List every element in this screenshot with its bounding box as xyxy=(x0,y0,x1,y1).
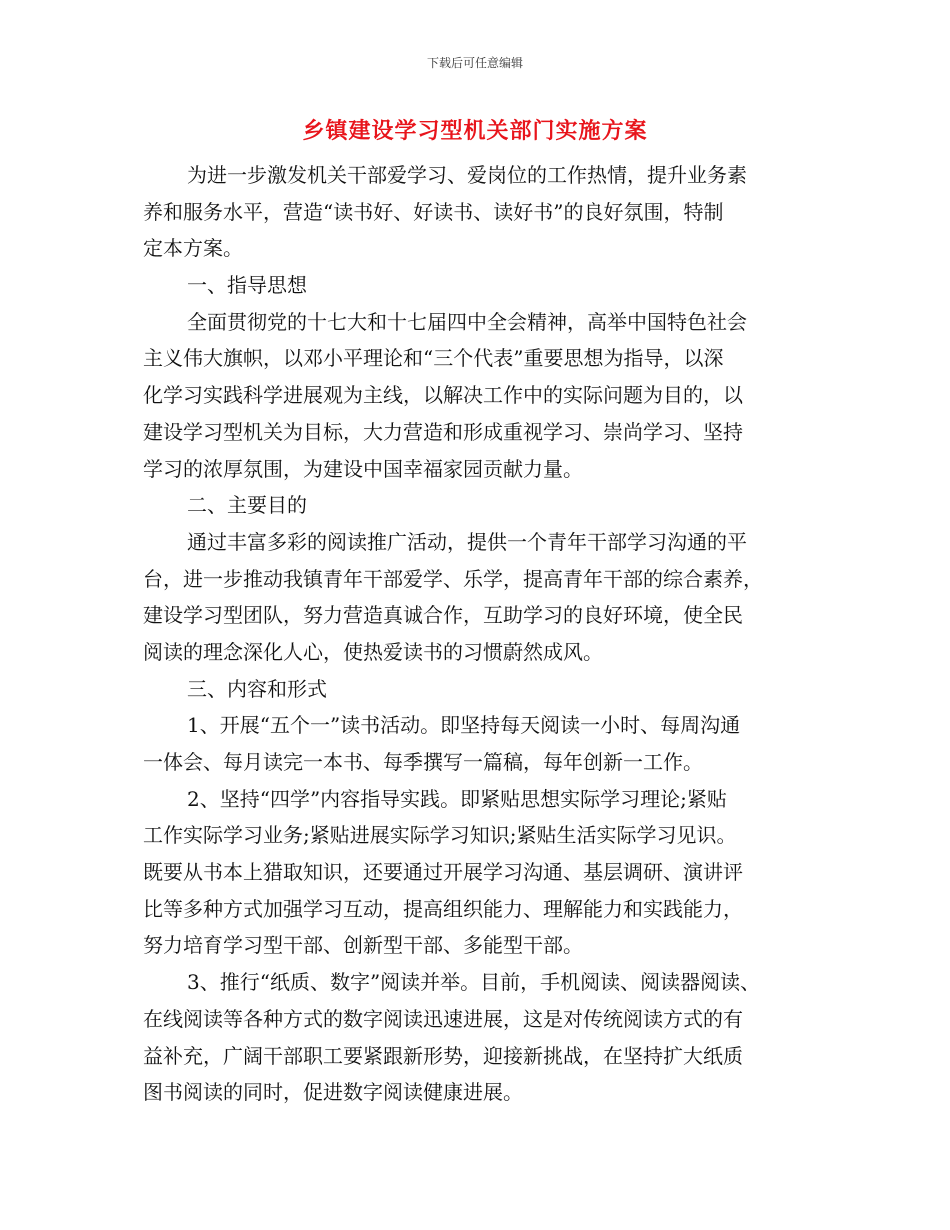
body-line: 工作实际学习业务;紧贴进展实际学习知识;紧贴生活实际学习见识。 xyxy=(143,823,737,848)
body-line: 图书阅读的同时，促进数字阅读健康进展。 xyxy=(143,1080,523,1105)
body-line: 2、坚持“四学”内容指导实践。即紧贴思想实际学习理论;紧贴 xyxy=(187,786,727,811)
body-line: 一、指导思想 xyxy=(187,273,307,298)
body-line: 在线阅读等各种方式的数字阅读迅速进展，这是对传统阅读方式的有 xyxy=(143,1006,743,1031)
body-line: 三、内容和形式 xyxy=(187,676,327,701)
body-line: 1、开展“五个一”读书活动。即坚持每天阅读一小时、每周沟通 xyxy=(187,713,741,738)
body-line: 建设学习型机关为目标，大力营造和形成重视学习、崇尚学习、坚持 xyxy=(143,419,743,444)
header-note: 下载后可任意编辑 xyxy=(426,56,523,70)
body-line: 全面贯彻党的十七大和十七届四中全会精神，高举中国特色社会 xyxy=(187,309,747,334)
body-line: 既要从书本上猎取知识，还要通过开展学习沟通、基层调研、演讲评 xyxy=(143,860,743,885)
body-line: 比等多种方式加强学习互动，提高组织能力、理解能力和实践能力， xyxy=(143,896,743,921)
body-line: 学习的浓厚氛围，为建设中国幸福家园贡献力量。 xyxy=(143,456,583,481)
body-line: 定本方案。 xyxy=(143,236,243,261)
document-body xyxy=(143,157,813,1111)
body-line: 阅读的理念深化人心，使热爱读书的习惯蔚然成风。 xyxy=(143,639,603,664)
body-line: 养和服务水平，营造“读书好、好读书、读好书”的良好氛围，特制 xyxy=(143,199,724,224)
body-line: 益补充，广阔干部职工要紧跟新形势，迎接新挑战，在坚持扩大纸质 xyxy=(143,1043,743,1068)
body-line: 主义伟大旗帜，以邓小平理论和“三个代表”重要思想为指导，以深 xyxy=(143,346,724,371)
body-line: 台，进一步推动我镇青年干部爱学、乐学，提高青年干部的综合素养， xyxy=(143,566,763,591)
body-line: 通过丰富多彩的阅读推广活动，提供一个青年干部学习沟通的平 xyxy=(187,529,747,554)
body-line: 一体会、每月读完一本书、每季撰写一篇稿，每年创新一工作。 xyxy=(143,750,703,774)
body-line: 二、主要目的 xyxy=(187,493,307,518)
body-line: 3、推行“纸质、数字”阅读并举。目前，手机阅读、阅读器阅读、 xyxy=(187,970,761,995)
body-line: 为进一步激发机关干部爱学习、爱岗位的工作热情，提升业务素 xyxy=(187,163,747,187)
document-title: 乡镇建设学习型机关部门实施方案 xyxy=(302,119,648,144)
body-line: 建设学习型团队，努力营造真诚合作，互助学习的良好环境，使全民 xyxy=(143,603,743,628)
body-line: 努力培育学习型干部、创新型干部、多能型干部。 xyxy=(143,933,583,958)
body-line: 化学习实践科学进展观为主线，以解决工作中的实际问题为目的，以 xyxy=(143,383,743,408)
